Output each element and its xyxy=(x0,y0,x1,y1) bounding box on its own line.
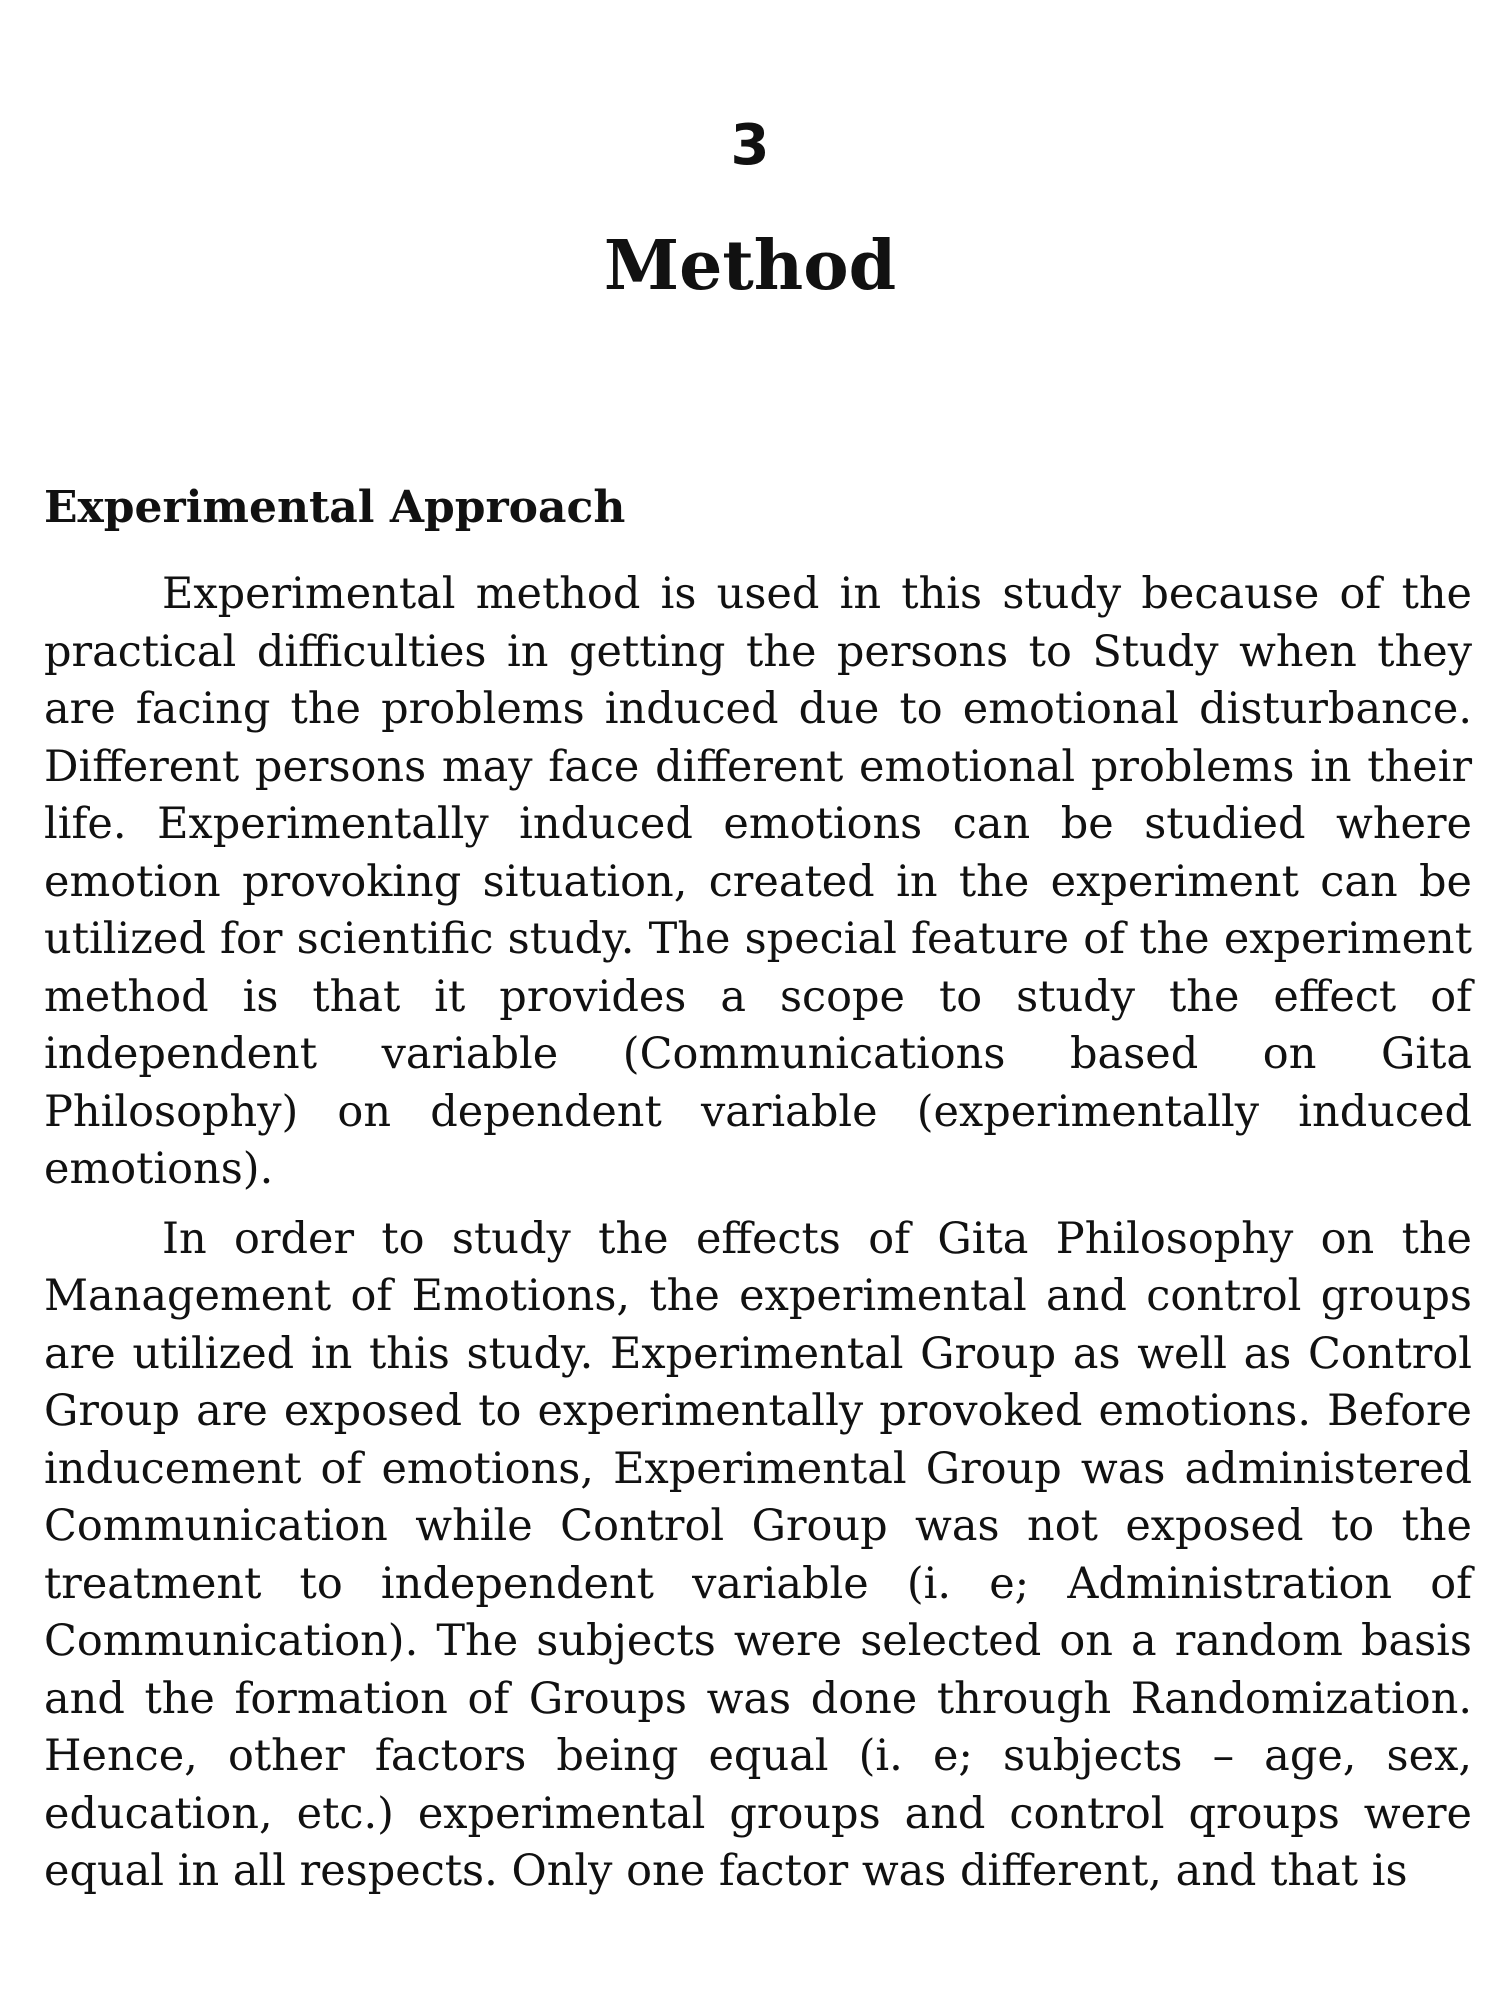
chapter-title: Method xyxy=(603,226,897,306)
body-text xyxy=(44,566,1472,1901)
chapter-number: 3 xyxy=(730,113,770,178)
paragraph-experimental-method: Experimental method is used in this study because of the practical difficulties in getting the persons to Study when they are facing the problems induced due to emotional disturbance. Different persons may face different emotional problems in their life. Experimentally induced emotions can be studied where emotion provoking situation, created in the experiment can be utilized for scientific study. The special feature of the experiment method is that it provides a scope to study the effect of independent variable (Communications based on Gita Philosophy) on dependent variable (experimentally induced emotions). xyxy=(44,569,1472,1194)
paragraph-groups: In order to study the effects of Gita Philosophy on the Management of Emotions, the experimental and control groups are utilized in this study. Experimental Group as well as Control Group are exposed to experimentally provoked emotions. Before inducement of emotions, Experimental Group was administered Communication while Control Group was not exposed to the treatment to independent variable (i. e; Administration of Communication). The subjects were selected on a random basis and the formation of Groups was done through Randomization. Hence, other factors being equal (i. e; subjects – age, sex, education, etc.) experimental groups and control qroups were equal in all respects. Only one factor was different, and that is xyxy=(44,1213,1472,1896)
section-heading: Experimental Approach xyxy=(44,482,626,533)
